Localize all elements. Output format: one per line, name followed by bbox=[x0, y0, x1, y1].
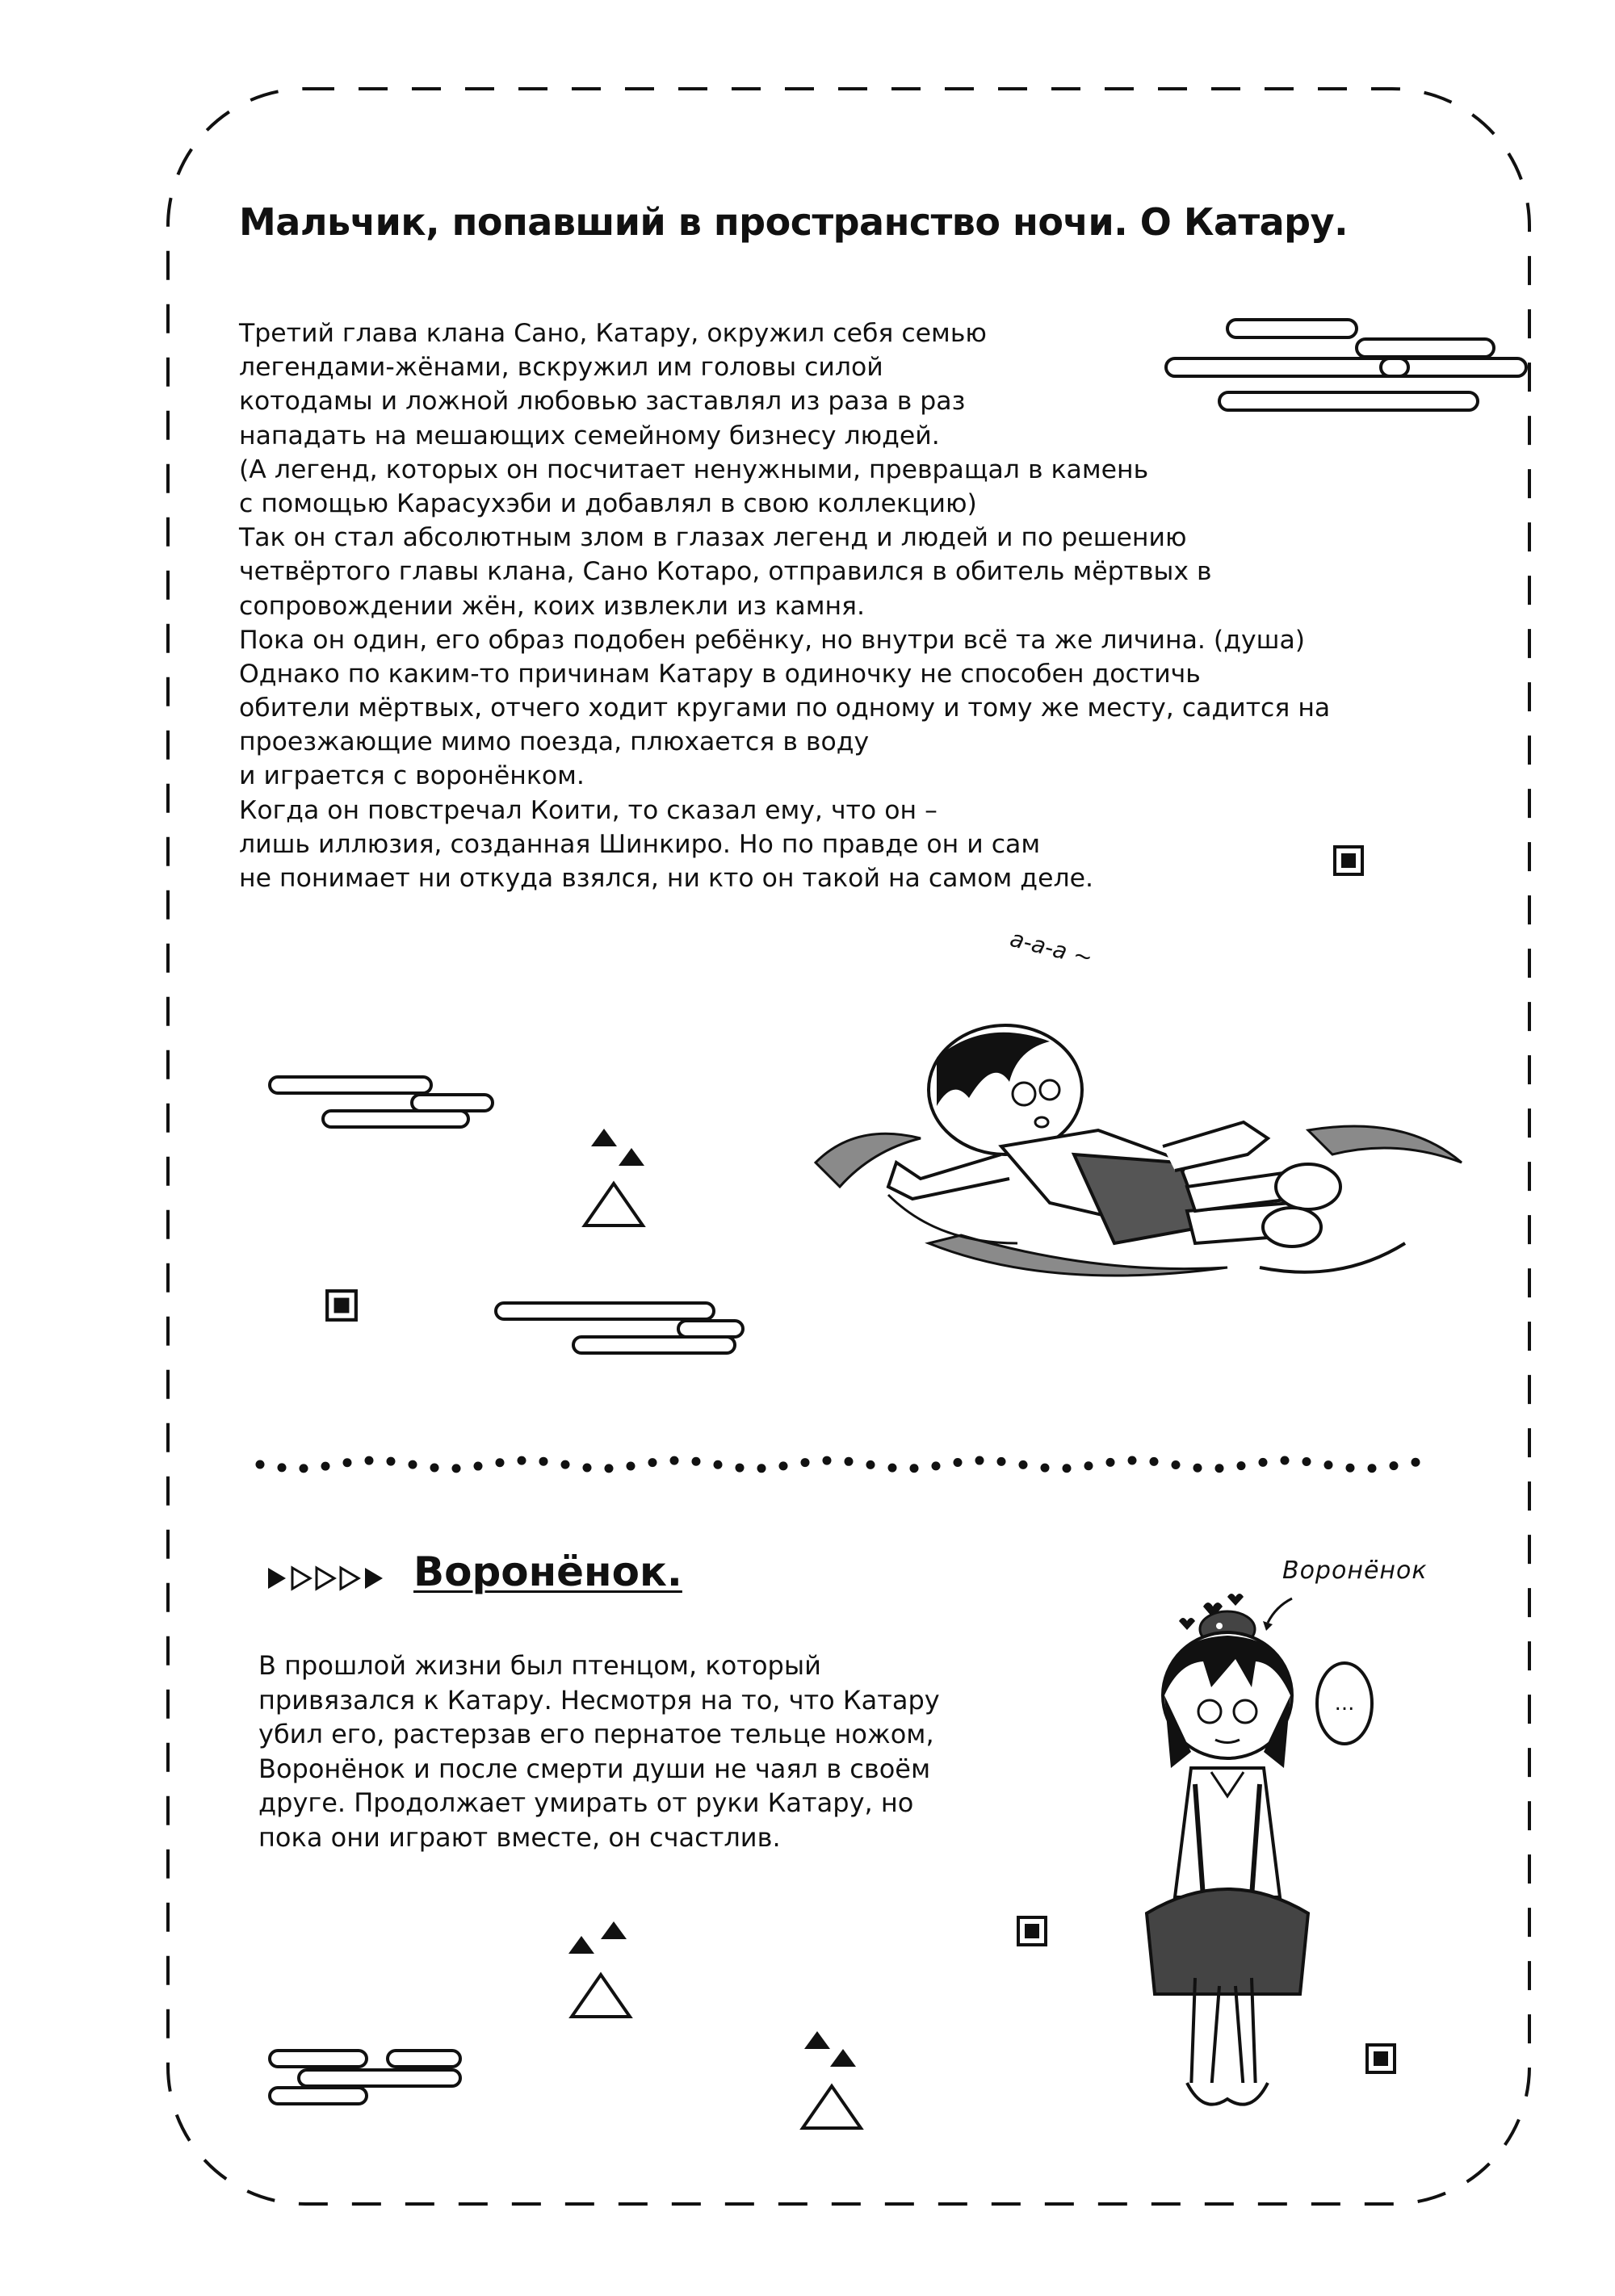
divider-dot bbox=[1302, 1457, 1311, 1466]
divider-dot bbox=[561, 1460, 570, 1469]
divider-dot bbox=[1237, 1461, 1246, 1470]
divider-dot bbox=[1259, 1458, 1268, 1467]
divider-dot bbox=[343, 1458, 352, 1467]
divider-dot bbox=[954, 1458, 963, 1467]
divider-dot bbox=[1215, 1464, 1224, 1473]
crow-caption: Воронёнок bbox=[1282, 1557, 1428, 1585]
text-line: котодамы и ложной любовью заставлял из раза в раз bbox=[239, 387, 966, 417]
text-line: не понимает ни откуда взялся, ни кто он такой на самом деле. bbox=[239, 864, 1093, 893]
divider-dot bbox=[823, 1456, 832, 1465]
text-line: сопровождении жён, коих извлекли из камня. bbox=[239, 591, 866, 621]
divider-dot bbox=[1041, 1464, 1050, 1473]
dotted-divider bbox=[255, 1448, 1434, 1481]
divider-dot bbox=[1412, 1458, 1420, 1467]
text-line: Третий глава клана Сано, Катару, окружил себя семью bbox=[239, 319, 987, 348]
divider-dot bbox=[736, 1464, 745, 1473]
divider-dot bbox=[278, 1463, 287, 1472]
divider-dot bbox=[1368, 1464, 1377, 1473]
text-line: Так он стал абсолютным злом в глазах легенд и людей и по решению bbox=[239, 523, 1187, 553]
divider-dot bbox=[365, 1456, 374, 1465]
standing-boy-with-crow-illustration bbox=[1114, 1574, 1405, 2139]
divider-dot bbox=[997, 1457, 1006, 1466]
triangle-cluster-icon bbox=[565, 1917, 646, 2022]
divider-dot bbox=[605, 1464, 614, 1473]
text-line: друге. Продолжает умирать от руки Катару, но bbox=[258, 1787, 914, 1818]
text-line: обители мёртвых, отчего ходит кругами по одному и тому же месту, садится на bbox=[239, 693, 1331, 723]
text-line: проезжающие мимо поезда, плюхается в воду bbox=[239, 727, 870, 757]
divider-dot bbox=[256, 1460, 265, 1469]
divider-dot bbox=[1063, 1464, 1072, 1473]
divider-dot bbox=[583, 1464, 592, 1473]
divider-dot bbox=[1106, 1458, 1115, 1467]
divider-dot bbox=[975, 1456, 984, 1465]
divider-dot bbox=[321, 1462, 330, 1471]
cloud-lines-icon bbox=[1163, 313, 1534, 418]
section2-paragraph bbox=[258, 1649, 1066, 1854]
text-line: лишь иллюзия, созданная Шинкиро. Но по правде он и сам bbox=[239, 829, 1041, 859]
speech-bubble-text: ... bbox=[1334, 1691, 1355, 1716]
divider-dot bbox=[801, 1458, 810, 1467]
cloud-lines-icon bbox=[493, 1300, 751, 1358]
sfx-text: а-а-а ~ bbox=[1007, 924, 1096, 972]
divider-dot bbox=[1172, 1460, 1181, 1469]
text-line: Воронёнок и после смерти души не чаял в своём bbox=[258, 1753, 931, 1784]
text-line: Однако по каким-то причинам Катару в одиночку не способен достичь bbox=[239, 659, 1201, 689]
floating-boy-illustration bbox=[808, 1001, 1502, 1308]
text-line: с помощью Карасухэби и добавлял в свою коллекцию) bbox=[239, 488, 977, 518]
divider-dot bbox=[409, 1460, 417, 1469]
divider-dot bbox=[779, 1461, 788, 1470]
divider-dot bbox=[670, 1456, 679, 1465]
text-line: четвёртого главы клана, Сано Котаро, отправился в обитель мёртвых в bbox=[239, 557, 1212, 587]
text-line: пока они играют вместе, он счастлив. bbox=[258, 1821, 781, 1853]
divider-dot bbox=[714, 1460, 723, 1469]
divider-dot bbox=[757, 1464, 766, 1473]
text-line: убил его, растерзав его пернатое тельце ножом, bbox=[258, 1719, 934, 1749]
divider-dot bbox=[1324, 1460, 1333, 1469]
text-line: нападать на мешающих семейному бизнесу людей. bbox=[239, 421, 940, 450]
divider-dot bbox=[1346, 1464, 1355, 1473]
divider-dot bbox=[430, 1463, 439, 1472]
divider-dot bbox=[1193, 1464, 1202, 1473]
triangle-cluster-icon bbox=[581, 1127, 662, 1232]
divider-dot bbox=[627, 1461, 636, 1470]
cloud-lines-icon bbox=[266, 2047, 468, 2107]
text-line: Пока он один, его образ подобен ребёнку, но внутри всё та же личина. (душа) bbox=[239, 625, 1306, 655]
divider-dot bbox=[474, 1462, 483, 1471]
text-line: В прошлой жизни был птенцом, который bbox=[258, 1650, 821, 1681]
divider-dot bbox=[1128, 1456, 1137, 1465]
divider-dot bbox=[648, 1458, 657, 1467]
divider-dot bbox=[1084, 1461, 1093, 1470]
boxed-square-icon bbox=[325, 1288, 359, 1322]
divider-dot bbox=[932, 1461, 941, 1470]
cloud-lines-icon bbox=[266, 1074, 501, 1130]
divider-dot bbox=[387, 1457, 396, 1466]
divider-dot bbox=[866, 1460, 875, 1469]
divider-dot bbox=[845, 1457, 854, 1466]
boxed-square-icon bbox=[1016, 1915, 1048, 1947]
text-line: привязался к Катару. Несмотря на то, что Катару bbox=[258, 1684, 940, 1716]
divider-dot bbox=[692, 1457, 701, 1466]
divider-dot bbox=[888, 1464, 897, 1473]
text-line: и играется с воронёнком. bbox=[239, 761, 585, 791]
text-line: Когда он повстречал Коити, то сказал ему, что он – bbox=[239, 795, 938, 825]
text-line: легендами-жёнами, вскружил им головы силой bbox=[239, 353, 883, 383]
divider-dot bbox=[1150, 1457, 1159, 1466]
boxed-square-icon bbox=[1332, 844, 1365, 877]
triangle-cluster-icon bbox=[796, 2028, 877, 2133]
divider-dot bbox=[1281, 1456, 1290, 1465]
section-title: Воронёнок. bbox=[413, 1548, 682, 1595]
divider-dot bbox=[539, 1457, 548, 1466]
text-line: (А легенд, которых он посчитает ненужными, превращал в камень bbox=[239, 455, 1149, 484]
divider-dot bbox=[1390, 1461, 1399, 1470]
divider-dot bbox=[452, 1464, 461, 1473]
page-title: Мальчик, попавший в пространство ночи. О Катару. bbox=[239, 200, 1349, 244]
divider-dot bbox=[300, 1464, 308, 1473]
divider-dot bbox=[496, 1458, 505, 1467]
divider-dot bbox=[1019, 1460, 1028, 1469]
divider-dot bbox=[910, 1464, 919, 1473]
five-triangle-arrows-icon bbox=[266, 1565, 388, 1592]
divider-dot bbox=[518, 1456, 526, 1465]
